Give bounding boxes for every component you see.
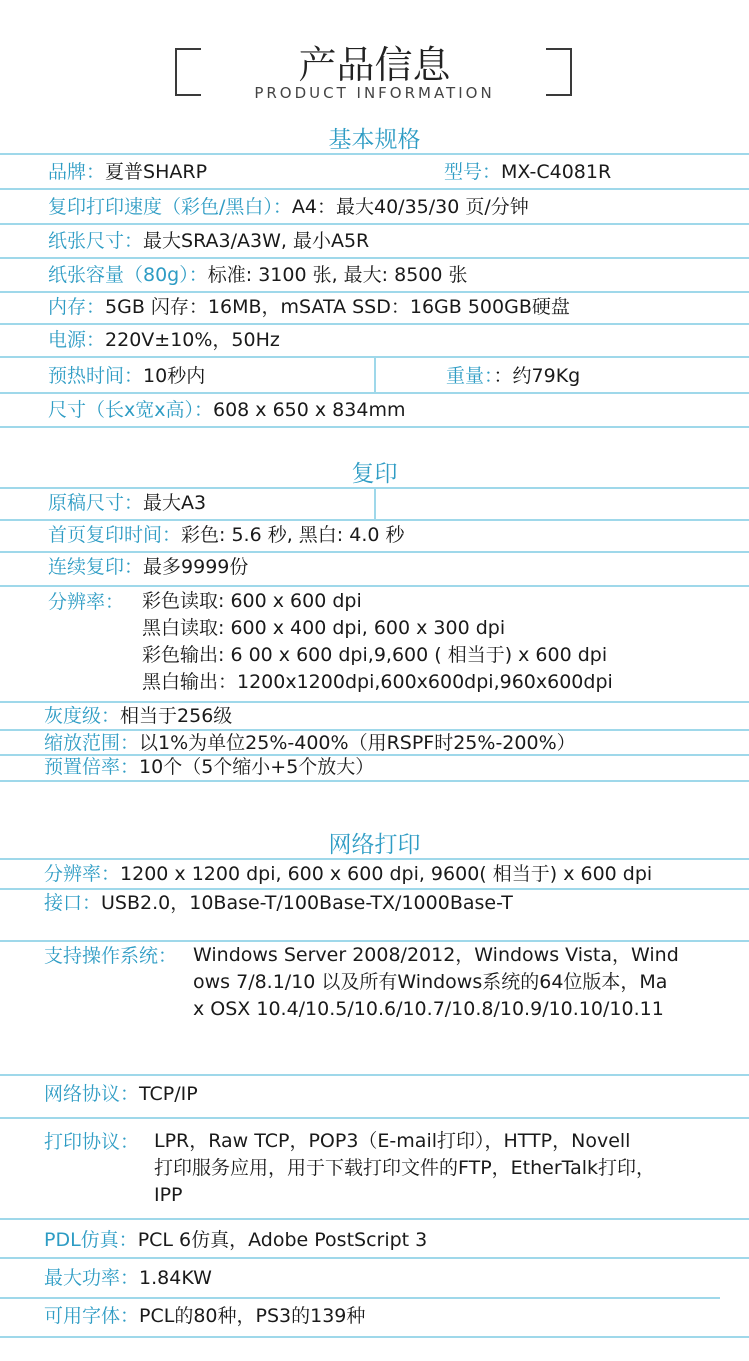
max-power-label: 最大功率： xyxy=(44,1267,140,1289)
warmup-row xyxy=(48,364,205,388)
print-protocol-line: LPR，Raw TCP，POP3（E-mail打印），HTTP，Novell xyxy=(154,1130,631,1152)
model-row xyxy=(444,160,611,184)
gray-value: 相当于256级 xyxy=(120,705,233,727)
dims-value: 608 x 650 x 834mm xyxy=(213,399,406,421)
fonts-label: 可用字体： xyxy=(44,1305,140,1327)
net-protocol-label: 网络协议： xyxy=(44,1083,140,1105)
orig-label: 原稿尺寸： xyxy=(48,492,144,514)
divider xyxy=(0,585,749,587)
page-subtitle: PRODUCT INFORMATION xyxy=(254,84,495,102)
os-line: Windows Server 2008/2012，Windows Vista，Wind xyxy=(193,944,679,966)
divider xyxy=(0,1336,749,1338)
divider xyxy=(0,701,749,703)
weight-value: ：约79Kg xyxy=(493,365,581,387)
warmup-value: 10秒内 xyxy=(143,365,206,387)
brand-row xyxy=(48,160,207,184)
power-label: 电源： xyxy=(48,329,106,351)
speed-value: A4：最大40/35/30 页/分钟 xyxy=(291,196,529,218)
page-title: 产品信息 xyxy=(298,43,451,87)
divider xyxy=(0,1218,749,1220)
net-protocol-value: TCP/IP xyxy=(139,1083,198,1105)
print-protocol-line: IPP xyxy=(154,1184,183,1206)
copy-res-line: 彩色读取: 600 x 600 dpi xyxy=(142,590,362,612)
net-protocol-row xyxy=(44,1082,198,1106)
interface-label: 接口： xyxy=(44,892,102,914)
print-res-label: 分辨率： xyxy=(44,863,121,885)
divider xyxy=(0,858,749,860)
max-power-value: 1.84KW xyxy=(139,1267,212,1289)
orig-row xyxy=(48,491,206,515)
print-protocol-values xyxy=(154,1128,655,1209)
section-title-print: 网络打印 xyxy=(328,832,421,858)
power-row xyxy=(48,328,280,352)
paper-size-value: 最大SRA3/A3W, 最小A5R xyxy=(143,230,370,252)
memory-row xyxy=(48,295,570,319)
max-power-row xyxy=(44,1266,212,1290)
divider xyxy=(0,153,749,155)
first-copy-row xyxy=(48,523,405,547)
zoom-label: 缩放范围： xyxy=(44,732,140,754)
capacity-label: 纸张容量（80g）： xyxy=(48,264,208,286)
preset-label: 预置倍率： xyxy=(44,756,140,778)
brand-label: 品牌： xyxy=(48,161,106,183)
dims-row xyxy=(48,398,405,422)
column-divider xyxy=(374,487,376,519)
brand-value: 夏普SHARP xyxy=(105,161,208,183)
capacity-value: 标准: 3100 张, 最大: 8500 张 xyxy=(207,264,468,286)
pdl-row xyxy=(44,1228,427,1252)
zoom-row xyxy=(44,731,576,755)
model-value: MX-C4081R xyxy=(501,161,612,183)
continuous-value: 最多9999份 xyxy=(143,556,249,578)
warmup-label: 预热时间： xyxy=(48,365,144,387)
copy-res-line: 黑白输出：1200x1200dpi,600x600dpi,960x600dpi xyxy=(142,671,613,693)
print-protocol-label: 打印协议： xyxy=(44,1131,140,1153)
copy-res-label: 分辨率： xyxy=(48,591,125,613)
os-label: 支持操作系统： xyxy=(44,945,178,967)
os-line: ows 7/8.1/10 以及所有Windows系统的64位版本，Ma xyxy=(193,971,668,993)
orig-value: 最大A3 xyxy=(143,492,207,514)
divider xyxy=(0,257,749,259)
print-res-row xyxy=(44,862,652,886)
divider xyxy=(0,1074,749,1076)
weight-row xyxy=(446,364,580,388)
print-res-value: 1200 x 1200 dpi, 600 x 600 dpi, 9600( 相当于) x 600 dpi xyxy=(120,863,653,885)
paper-size-label: 纸张尺寸： xyxy=(48,230,144,252)
copy-res-values xyxy=(142,588,613,696)
zoom-value: 以1%为单位25%-400%（用RSPF时25%-200%） xyxy=(139,732,576,754)
gray-label: 灰度级： xyxy=(44,705,121,727)
copy-res-line: 彩色输出: 6 00 x 600 dpi,9,600 ( 相当于) x 600 dpi xyxy=(142,644,608,666)
section-title-basic: 基本规格 xyxy=(328,127,421,153)
divider xyxy=(0,323,749,325)
copy-res-line: 黑白读取: 600 x 400 dpi, 600 x 300 dpi xyxy=(142,617,506,639)
divider xyxy=(0,188,749,190)
speed-row xyxy=(48,195,529,219)
preset-row xyxy=(44,755,374,779)
continuous-label: 连续复印： xyxy=(48,556,144,578)
pdl-value: PCL 6仿真，Adobe PostScript 3 xyxy=(137,1229,428,1251)
interface-value: USB2.0，10Base-T/100Base-TX/1000Base-T xyxy=(101,892,513,914)
divider xyxy=(0,519,749,521)
divider xyxy=(0,223,749,225)
continuous-row xyxy=(48,555,248,579)
dims-label: 尺寸（长x宽x高）： xyxy=(48,399,213,421)
first-copy-label: 首页复印时间： xyxy=(48,524,182,546)
divider xyxy=(0,1257,749,1259)
os-values xyxy=(193,942,679,1023)
model-label: 型号： xyxy=(444,161,502,183)
divider xyxy=(0,291,749,293)
pdl-label: PDL仿真： xyxy=(44,1229,138,1251)
interface-row xyxy=(44,891,513,915)
memory-value: 5GB 闪存：16MB，mSATA SSD：16GB 500GB硬盘 xyxy=(105,296,570,318)
paper-size-row xyxy=(48,229,369,253)
memory-label: 内存： xyxy=(48,296,106,318)
divider xyxy=(0,888,749,890)
capacity-row xyxy=(48,263,468,287)
section-title-copy: 复印 xyxy=(351,461,398,487)
preset-value: 10个（5个缩小+5个放大） xyxy=(139,756,375,778)
column-divider xyxy=(374,356,376,392)
first-copy-value: 彩色: 5.6 秒, 黑白: 4.0 秒 xyxy=(181,524,405,546)
print-protocol-line: 打印服务应用，用于下载打印文件的FTP，EtherTalk打印， xyxy=(154,1157,656,1179)
divider xyxy=(0,426,749,428)
fonts-row xyxy=(44,1304,365,1328)
gray-row xyxy=(44,704,232,728)
os-line: x OSX 10.4/10.5/10.6/10.7/10.8/10.9/10.10/10.11 xyxy=(193,998,664,1020)
weight-label: 重量： xyxy=(446,365,494,387)
speed-label: 复印打印速度（彩色/黑白）： xyxy=(48,196,292,218)
divider xyxy=(0,392,749,394)
divider xyxy=(0,780,749,782)
divider xyxy=(0,1297,720,1299)
fonts-value: PCL的80种，PS3的139种 xyxy=(139,1305,366,1327)
divider xyxy=(0,551,749,553)
power-value: 220V±10%，50Hz xyxy=(105,329,280,351)
divider xyxy=(0,1117,749,1119)
